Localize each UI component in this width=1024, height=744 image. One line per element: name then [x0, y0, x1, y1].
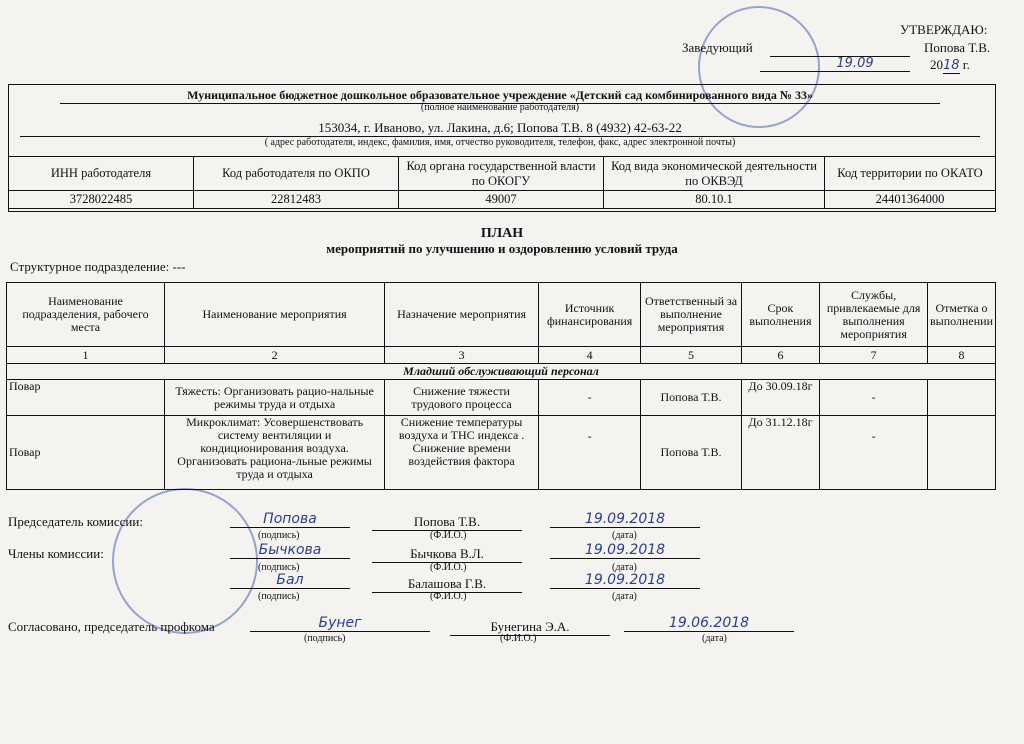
code-value-okpo: 22812483 [194, 191, 399, 209]
union-date: 19.06.2018 [624, 615, 794, 632]
row-mark [928, 380, 996, 416]
chair-cap-sign: (подпись) [258, 530, 300, 541]
org-name: Муниципальное бюджетное дошкольное образовательное учреждение «Детский сад комбинированного вида № 33» [60, 88, 940, 104]
codes-table [8, 156, 996, 209]
table-row [7, 416, 996, 490]
approve-year-prefix: 20 [930, 57, 943, 72]
union-name: Бунегина Э.А. [450, 619, 610, 636]
org-address-caption: ( адрес работодателя, индекс, фамилия, имя, отчество руководителя, телефон, факс, адрес электронной почты) [264, 137, 736, 148]
member2-cap-fio: (Ф.И.О.) [430, 591, 467, 602]
union-cap-fio: (Ф.И.О.) [500, 633, 537, 644]
chair-date: 19.09.2018 [550, 511, 700, 528]
row-deadline: До 30.09.18г [741, 380, 820, 416]
row-services: - [820, 380, 928, 416]
approve-year-hand: 18 [943, 58, 960, 73]
row-responsible: Попова Т.В. [641, 380, 741, 416]
member1-name: Бычкова В.Л. [372, 546, 522, 563]
col-number: 7 [820, 347, 928, 364]
col-header-purpose: Назначение мероприятия [385, 283, 539, 347]
union-signature: Бунег [250, 615, 430, 632]
org-name-caption: (полное наименование работодателя) [420, 102, 580, 113]
measures-table [6, 282, 996, 490]
approve-role: Заведующий [682, 40, 753, 55]
approve-name: Попова Т.В. [924, 40, 991, 55]
section-row: Младший обслуживающий персонал [7, 364, 996, 380]
col-number: 4 [538, 347, 640, 364]
member2-date: 19.09.2018 [550, 572, 700, 589]
member2-cap-sign: (подпись) [258, 591, 300, 602]
plan-subtitle: мероприятий по улучшению и оздоровлению условий труда [326, 241, 678, 256]
member2-name: Балашова Г.В. [372, 576, 522, 593]
row-mark [928, 416, 996, 490]
chair-label: Председатель комиссии: [8, 514, 143, 529]
row-place: Повар [7, 416, 165, 490]
col-header-measure: Наименование мероприятия [164, 283, 384, 347]
chair-cap-date: (дата) [612, 530, 637, 541]
code-header-okved: Код вида экономической деятельности по ОКВЭД [604, 157, 825, 191]
row-purpose: Снижение температуры воздуха и ТНС индекса . Снижение времени воздействия фактора [385, 416, 539, 490]
union-cap-date: (дата) [702, 633, 727, 644]
chair-signature: Попова [230, 511, 350, 528]
row-place: Повар [7, 380, 165, 416]
chair-cap-fio: (Ф.И.О.) [430, 530, 467, 541]
approve-year [930, 57, 970, 73]
row-source: - [538, 380, 640, 416]
union-label: Согласовано, председатель профкома [8, 619, 215, 634]
col-header-source: Источник финансирования [538, 283, 640, 347]
row-purpose: Снижение тяжести трудового процесса [385, 380, 539, 416]
row-responsible: Попова Т.В. [641, 416, 741, 490]
col-number: 8 [928, 347, 996, 364]
row-measure: Микроклимат: Усовершенствовать систему вентиляции и кондиционирования воздуха. Организовать рациона-льные режимы труда и отдыха [164, 416, 384, 490]
members-label: Члены комиссии: [8, 546, 104, 561]
code-header-okogu: Код органа государственной власти по ОКОГУ [399, 157, 604, 191]
union-cap-sign: (подпись) [304, 633, 346, 644]
approve-title: УТВЕРЖДАЮ: [900, 22, 988, 37]
org-address: 153034, г. Иваново, ул. Лакина, д.6; Попова Т.В. 8 (4932) 42-63-22 [20, 120, 980, 137]
member2-cap-date: (дата) [612, 591, 637, 602]
member2-signature: Бал [230, 572, 350, 589]
code-value-okved: 80.10.1 [604, 191, 825, 209]
plan-title: ПЛАН [480, 226, 524, 241]
member1-cap-date: (дата) [612, 562, 637, 573]
col-header-mark: Отметка о выполнении [928, 283, 996, 347]
approve-year-suffix: г. [962, 57, 970, 72]
col-number: 2 [164, 347, 384, 364]
member1-signature: Бычкова [230, 542, 350, 559]
code-header-okpo: Код работодателя по ОКПО [194, 157, 399, 191]
col-header-place: Наименование подразделения, рабочего места [7, 283, 165, 347]
member1-date: 19.09.2018 [550, 542, 700, 559]
col-number: 3 [385, 347, 539, 364]
col-number: 1 [7, 347, 165, 364]
row-services: - [820, 416, 928, 490]
row-deadline: До 31.12.18г [741, 416, 820, 490]
col-header-services: Службы, привлекаемые для выполнения мероприятия [820, 283, 928, 347]
member1-cap-fio: (Ф.И.О.) [430, 562, 467, 573]
col-number: 5 [641, 347, 741, 364]
member1-cap-sign: (подпись) [258, 562, 300, 573]
code-value-inn: 3728022485 [9, 191, 194, 209]
stamp-bottom [112, 488, 258, 634]
code-value-okogu: 49007 [399, 191, 604, 209]
row-measure: Тяжесть: Организовать рацио-нальные режимы труда и отдыха [164, 380, 384, 416]
col-header-responsible: Ответственный за выполнение мероприятия [641, 283, 741, 347]
row-source: - [538, 416, 640, 490]
code-value-okato: 24401364000 [825, 191, 996, 209]
col-header-deadline: Срок выполнения [741, 283, 820, 347]
col-number: 6 [741, 347, 820, 364]
code-header-inn: ИНН работодателя [9, 157, 194, 191]
code-header-okato: Код территории по ОКАТО [825, 157, 996, 191]
chair-name: Попова Т.В. [372, 514, 522, 531]
table-row [7, 380, 996, 416]
approve-date: 19.09 [760, 56, 910, 72]
plan-department: Структурное подразделение: --- [10, 259, 186, 274]
